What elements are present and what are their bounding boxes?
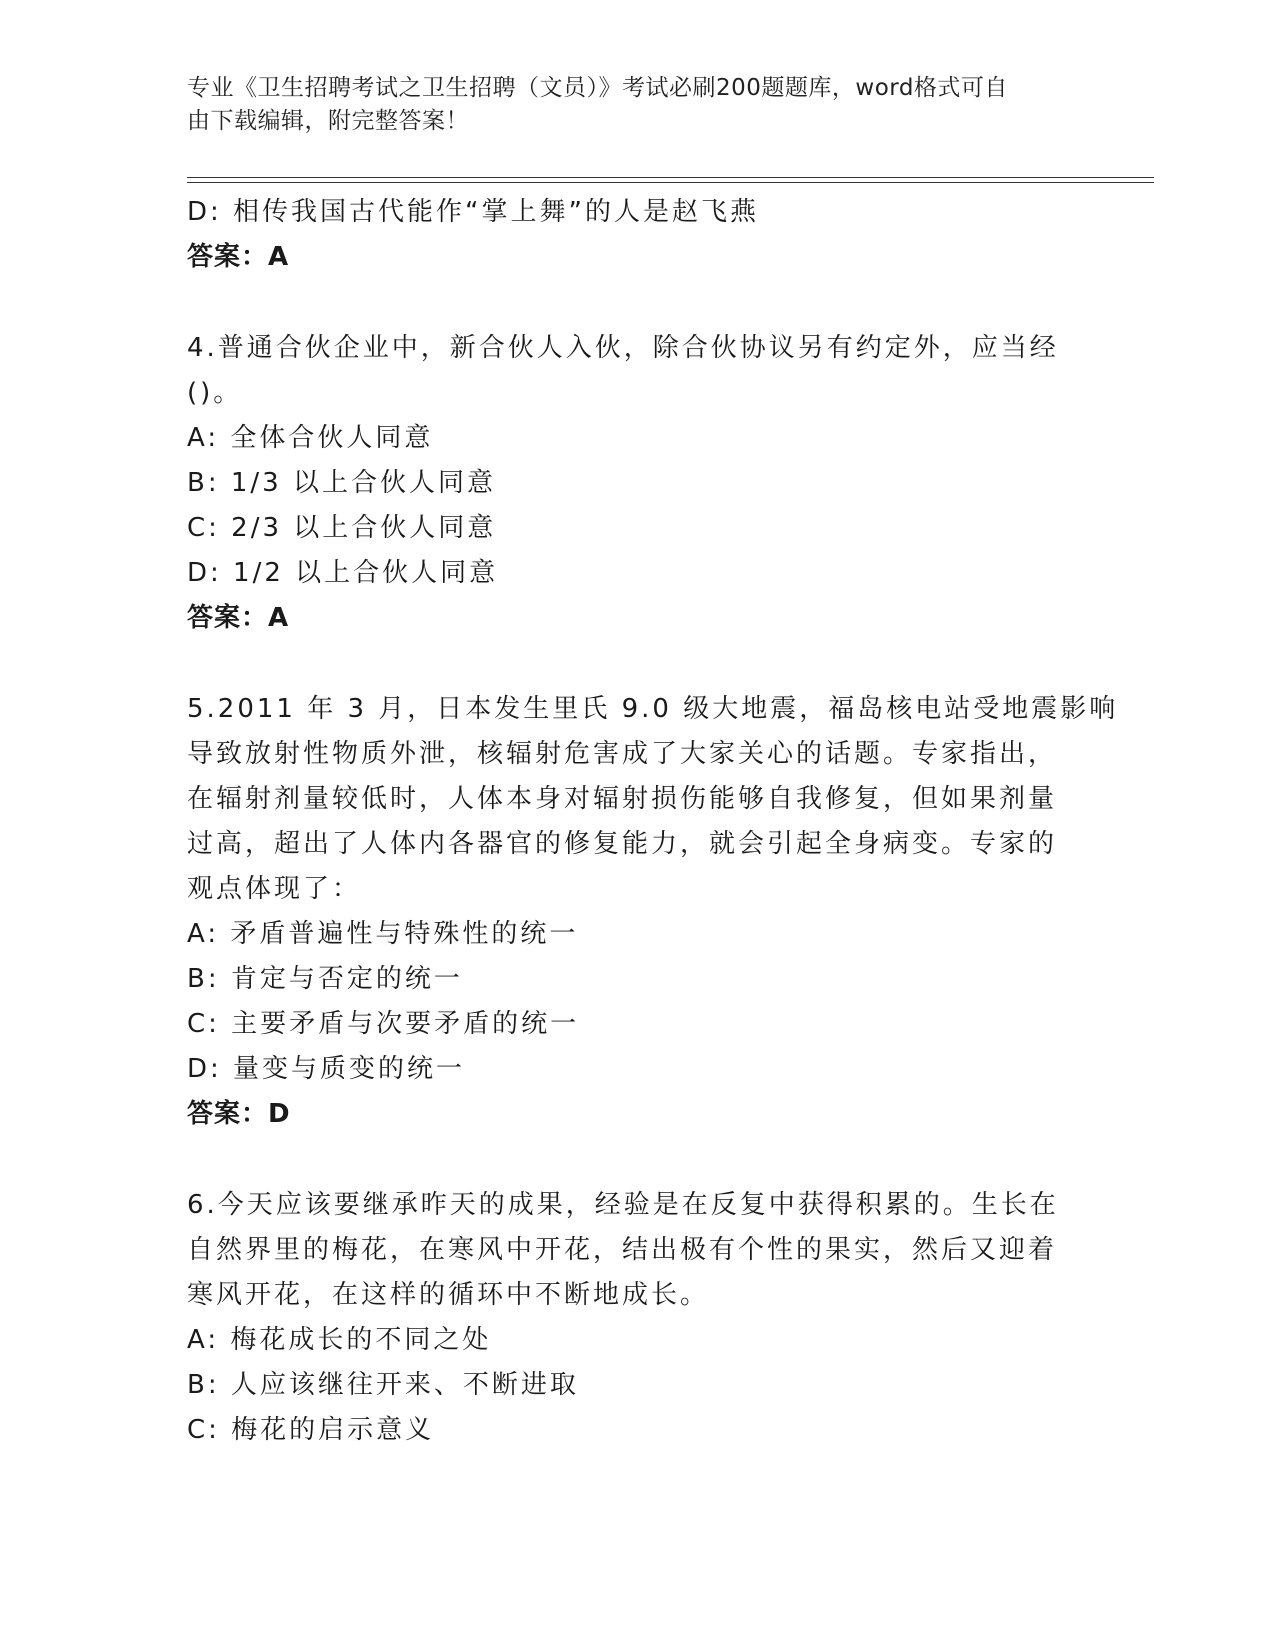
header-divider-bottom [187, 182, 1154, 183]
q5-option-d: D: 量变与质变的统一 [187, 1054, 466, 1084]
q6-stem-line-3: 寒风开花，在这样的循环中不断地成长。 [187, 1280, 710, 1310]
q5-option-a: A: 矛盾普遍性与特殊性的统一 [187, 919, 579, 949]
q6-option-c: C: 梅花的启示意义 [187, 1415, 435, 1445]
q6-stem-line-1: 6.今天应该要继承昨天的成果，经验是在反复中获得积累的。生长在 [187, 1190, 1059, 1220]
header-divider-top [187, 177, 1154, 178]
q3-option-d: D: 相传我国古代能作“掌上舞”的人是赵飞燕 [187, 197, 759, 227]
spacer [187, 641, 1067, 687]
question-5 [187, 687, 1119, 1137]
q6-option-b: B: 人应该继往开来、不断进取 [187, 1370, 579, 1400]
q5-stem-line-1: 5.2011 年 3 月，日本发生里氏 9.0 级大地震，福岛核电站受地震影响 [187, 694, 1119, 724]
q5-stem-line-5: 观点体现了： [187, 874, 362, 904]
q5-stem-line-2: 导致放射性物质外泄，核辐射危害成了大家关心的话题。专家指出， [187, 739, 1058, 769]
spacer [187, 1137, 1067, 1183]
q5-option-c: C: 主要矛盾与次要矛盾的统一 [187, 1009, 580, 1039]
document-header [187, 72, 1067, 138]
q4-answer: 答案：A [187, 603, 290, 633]
question-4 [187, 326, 1067, 641]
spacer [187, 280, 1067, 326]
q5-answer: 答案：D [187, 1099, 291, 1129]
q4-option-a: A: 全体合伙人同意 [187, 423, 434, 453]
question-3-tail [187, 190, 1067, 280]
q4-option-c: C: 2/3 以上合伙人同意 [187, 513, 497, 543]
q6-stem-line-2: 自然界里的梅花，在寒风中开花，结出极有个性的果实，然后又迎着 [187, 1235, 1058, 1265]
question-6 [187, 1183, 1067, 1453]
q4-option-b: B: 1/3 以上合伙人同意 [187, 468, 496, 498]
q5-stem-line-3: 在辐射剂量较低时，人体本身对辐射损伤能够自我修复，但如果剂量 [187, 784, 1058, 814]
q5-stem-line-4: 过高，超出了人体内各器官的修复能力，就会引起全身病变。专家的 [187, 829, 1058, 859]
q4-option-d: D: 1/2 以上合伙人同意 [187, 558, 499, 588]
question-list [187, 190, 1119, 1453]
q3-answer: 答案：A [187, 242, 290, 272]
header-title-line-1: 专业《卫生招聘考试之卫生招聘（文员）》考试必刷200题题库，word格式可自 [187, 75, 1008, 101]
q4-stem-line-2: ()。 [187, 378, 243, 408]
q5-option-b: B: 肯定与否定的统一 [187, 964, 463, 994]
q4-stem-line-1: 4.普通合伙企业中，新合伙人入伙，除合伙协议另有约定外，应当经 [187, 333, 1059, 363]
q6-option-a: A: 梅花成长的不同之处 [187, 1325, 492, 1355]
header-title-line-2: 由下载编辑，附完整答案！ [187, 108, 469, 134]
